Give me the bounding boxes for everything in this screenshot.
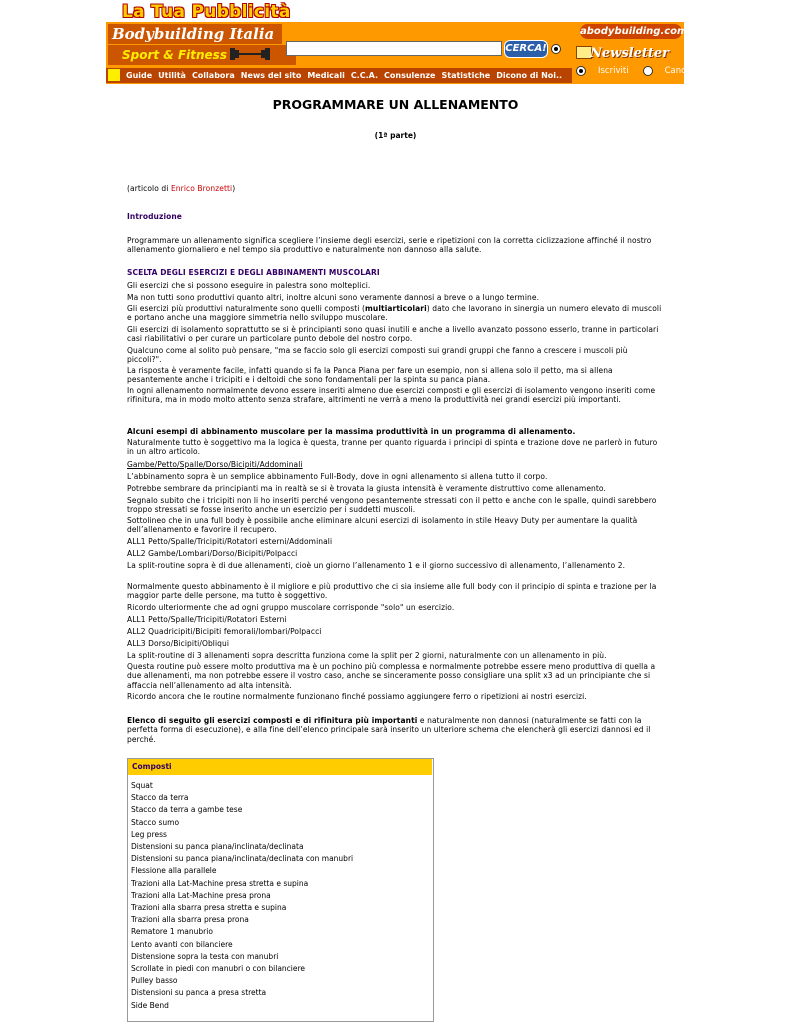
paragraph: L’abbinamento sopra è un semplice abbinamento Full-Body, dove in ogni allenamento si allena tutto il corpo.	[127, 472, 548, 481]
list-item: Rematore 1 manubrio	[131, 927, 213, 937]
search-option-radio[interactable]	[551, 44, 561, 54]
list-item: Trazioni alla sbarra presa stretta e supina	[131, 903, 287, 913]
paragraph: Gli esercizi che si possono eseguire in palestra sono molteplici.	[127, 281, 371, 290]
paragraph: Potrebbe sembrare da principianti ma in realtà se si è trovata la giusta intensità è veramente distruttivo come allenamento.	[127, 484, 606, 493]
paragraph: Gli esercizi di isolamento soprattutto se si è principianti sono quasi inutili e anche a livello avanzato possono esserlo, tranne in particolari casi riabilitativi o per curare un particolare punto debole del nostro corpo.	[127, 325, 659, 344]
nav-item-utilita[interactable]: Utilità	[158, 71, 186, 80]
list-item: Stacco sumo	[131, 817, 180, 827]
newsletter-options	[576, 66, 721, 76]
list-item: Trazioni alla sbarra presa prona	[131, 915, 249, 925]
nav-item-medicali[interactable]: Medicali	[307, 71, 345, 80]
list-item: Stacco da terra	[131, 793, 189, 803]
table-header: Composti	[128, 759, 432, 775]
paragraph: Ma non tutti sono produttivi quanto altri, inoltre alcuni sono veramente dannosi a breve o a lungo termine.	[127, 293, 540, 302]
nav-item-statistiche[interactable]: Statistiche	[441, 71, 491, 80]
nav-item-guide[interactable]: Guide	[126, 71, 153, 80]
nav-item-consulenze[interactable]: Consulenze	[384, 71, 436, 80]
intro-heading: Introduzione	[127, 212, 182, 221]
author-link[interactable]: Enrico Bronzetti	[170, 184, 233, 193]
list-item: Lento avanti con bilanciere	[131, 939, 233, 949]
author-line: (articolo di Enrico Bronzetti)	[127, 184, 236, 193]
list-item: Scrollate in piedi con manubri o con bilanciere	[131, 964, 306, 974]
list-item: Distensioni su panca a presa stretta	[131, 988, 267, 998]
nav-menu	[126, 68, 568, 83]
paragraph: Ricordo ulteriormente che ad ogni gruppo muscolare corrisponde "solo" un esercizio.	[127, 603, 455, 612]
paragraph: La risposta è veramente facile, infatti quando si fa la Panca Piana per fare un esempio, non si allena solo il petto, ma si allena pesantemente anche i tricipiti e i deltoidi che sono fondamentali per la spinta su panca piana.	[127, 366, 613, 385]
list-item: Flessione alla parallele	[131, 866, 217, 876]
list-item: Pulley basso	[131, 976, 178, 986]
paragraph: ALL1 Petto/Spalle/Tricipiti/Rotatori esterni/Addominali	[127, 537, 333, 546]
search-input[interactable]	[286, 41, 502, 56]
subscribe-radio[interactable]	[576, 66, 586, 76]
list-item: Trazioni alla Lat-Machine presa stretta e supina	[131, 878, 309, 888]
newsletter-label: Newsletter	[590, 46, 670, 61]
section2-heading: Alcuni esempi di abbinamento muscolare per la massima produttività in un programma di allenamento.	[127, 427, 576, 436]
article-part: (1ª parte)	[374, 131, 417, 140]
paragraph: Segnalo subito che i tricipiti non li ho inseriti perché vengono pesantemente stressati con il petto e anche con le spalle, quindi sarebbero troppo stressati se fosse inserito anche un esercizio per i suddetti muscoli.	[127, 496, 657, 515]
nav-item-collabora[interactable]: Collabora	[191, 71, 235, 80]
home-icon[interactable]	[108, 69, 120, 81]
subscribe-label: Iscriviti	[598, 66, 629, 76]
nav-item-cca[interactable]: C.C.A.	[350, 71, 379, 80]
paragraph: ALL1 Petto/Spalle/Tricipiti/Rotatori Esterni	[127, 615, 287, 624]
ad-banner[interactable]: La Tua Pubblicità	[122, 2, 291, 22]
list-item: Distensione sopra la testa con manubri	[131, 951, 279, 961]
list-item: Squat	[131, 781, 153, 790]
paragraph: Gambe/Petto/Spalle/Dorso/Bicipiti/Addominali	[127, 460, 303, 469]
search-button[interactable]: CERCA!	[504, 40, 548, 58]
paragraph: Gli esercizi più produttivi naturalmente sono quelli composti (multiarticolari) dato che lavorano in sinergia un numero elevato di muscoli e portano anche una maggiore simmetria nello sviluppo muscolare.	[127, 304, 662, 323]
paragraph: La split-routine sopra è di due allenamenti, cioè un giorno l’allenamento 1 e il giorno successivo di allenamento, l’allenamento 2.	[127, 561, 626, 570]
list-item: Distensioni su panca piana/inclinata/declinata con manubri	[131, 854, 354, 864]
partner-logo[interactable]: abodybuilding.com	[580, 26, 688, 37]
page-title: PROGRAMMARE UN ALLENAMENTO	[272, 97, 519, 112]
list-item: Stacco da terra a gambe tese	[131, 805, 243, 815]
unsubscribe-label: Cancellati	[664, 66, 707, 76]
list-item: Side Bend	[131, 1000, 169, 1010]
paragraph: La split-routine di 3 allenamenti sopra descritta funziona come la split per 2 giorni, naturalmente con un allenamento in più.	[127, 651, 607, 660]
site-tagline: Sport & Fitness	[108, 45, 296, 65]
dumbbell-icon	[228, 45, 272, 63]
paragraph: Questa routine può essere molto produttiva ma è un pochino più complessa e normalmente potrebbe essere meno produttiva di quella a due allenamenti, ma non potrebbe essere il vostro caso, anche se sinceramente posso consigliare una split x3 ad un principiante che si affaccia nell’allenamento ad alta intensità.	[127, 662, 656, 690]
paragraph: In ogni allenamento normalmente devono essere inseriti almeno due esercizi composti e gli esercizi di isolamento vengono inseriti come rifinitura, ma in modo molto attento senza strafare, altrimenti ne verrà a meno la produttività nei grandi esercizi più importanti.	[127, 386, 656, 405]
paragraph: Normalmente questo abbinamento è il migliore e più produttivo che ci sia insieme alle full body con il principio di spinta e trazione per la maggior parte delle persone, ma tutto è soggettivo.	[127, 582, 657, 601]
unsubscribe-radio[interactable]	[643, 66, 653, 76]
nav-item-news[interactable]: News del sito	[240, 71, 302, 80]
paragraph: Sottolineo che in una full body è possibile anche eliminare alcuni esercizi di isolamento in stile Heavy Duty per aumentare la qualità dell’allenamento e favorire il recupero.	[127, 516, 638, 535]
paragraph: Qualcuno come al solito può pensare, "ma se faccio solo gli esercizi composti sui grandi gruppi che fanno a crescere i muscoli più piccoli?".	[127, 346, 628, 365]
list-item: Distensioni su panca piana/inclinata/declinata	[131, 842, 304, 852]
paragraph: ALL3 Dorso/Bicipiti/Obliqui	[127, 639, 230, 648]
site-logo[interactable]: Bodybuilding Italia	[108, 24, 282, 44]
paragraph: ALL2 Quadricipiti/Bicipiti femorali/lombari/Polpacci	[127, 627, 322, 636]
paragraph: Naturalmente tutto è soggettivo ma la logica è questa, tranne per quanto riguarda i principi di spinta e trazione dove ne parlerò in futuro in un altro articolo.	[127, 438, 658, 457]
exercise-list	[131, 780, 353, 1012]
list-item: Leg press	[131, 829, 167, 839]
section1-heading: SCELTA DEGLI ESERCIZI E DEGLI ABBINAMENTI MUSCOLARI	[127, 268, 380, 277]
paragraph: Ricordo ancora che le routine normalmente funzionano finché possiamo aggiungere ferro o ripetizioni ai nostri esercizi.	[127, 692, 587, 701]
list-item: Trazioni alla Lat-Machine presa prona	[131, 890, 271, 900]
paragraph: Elenco di seguito gli esercizi composti e di rifinitura più importanti e naturalmente non dannosi (naturalmente se fatti con la perfetta forma di esecuzione), e alla fine dell’elenco principale sarà inserito un ulteriore schema che elencherà gli esercizi dannosi ed il perché.	[127, 716, 651, 744]
intro-text: Programmare un allenamento significa scegliere l’insieme degli esercizi, serie e ripetizioni con la corretta ciclizzazione affinché il nostro allenamento giornaliero e nel tempo sia produttivo e naturalmente non dannoso alla salute.	[127, 236, 652, 255]
paragraph: ALL2 Gambe/Lombari/Dorso/Bicipiti/Polpacci	[127, 549, 298, 558]
nav-item-dicono[interactable]: Dicono di Noi..	[496, 71, 563, 80]
